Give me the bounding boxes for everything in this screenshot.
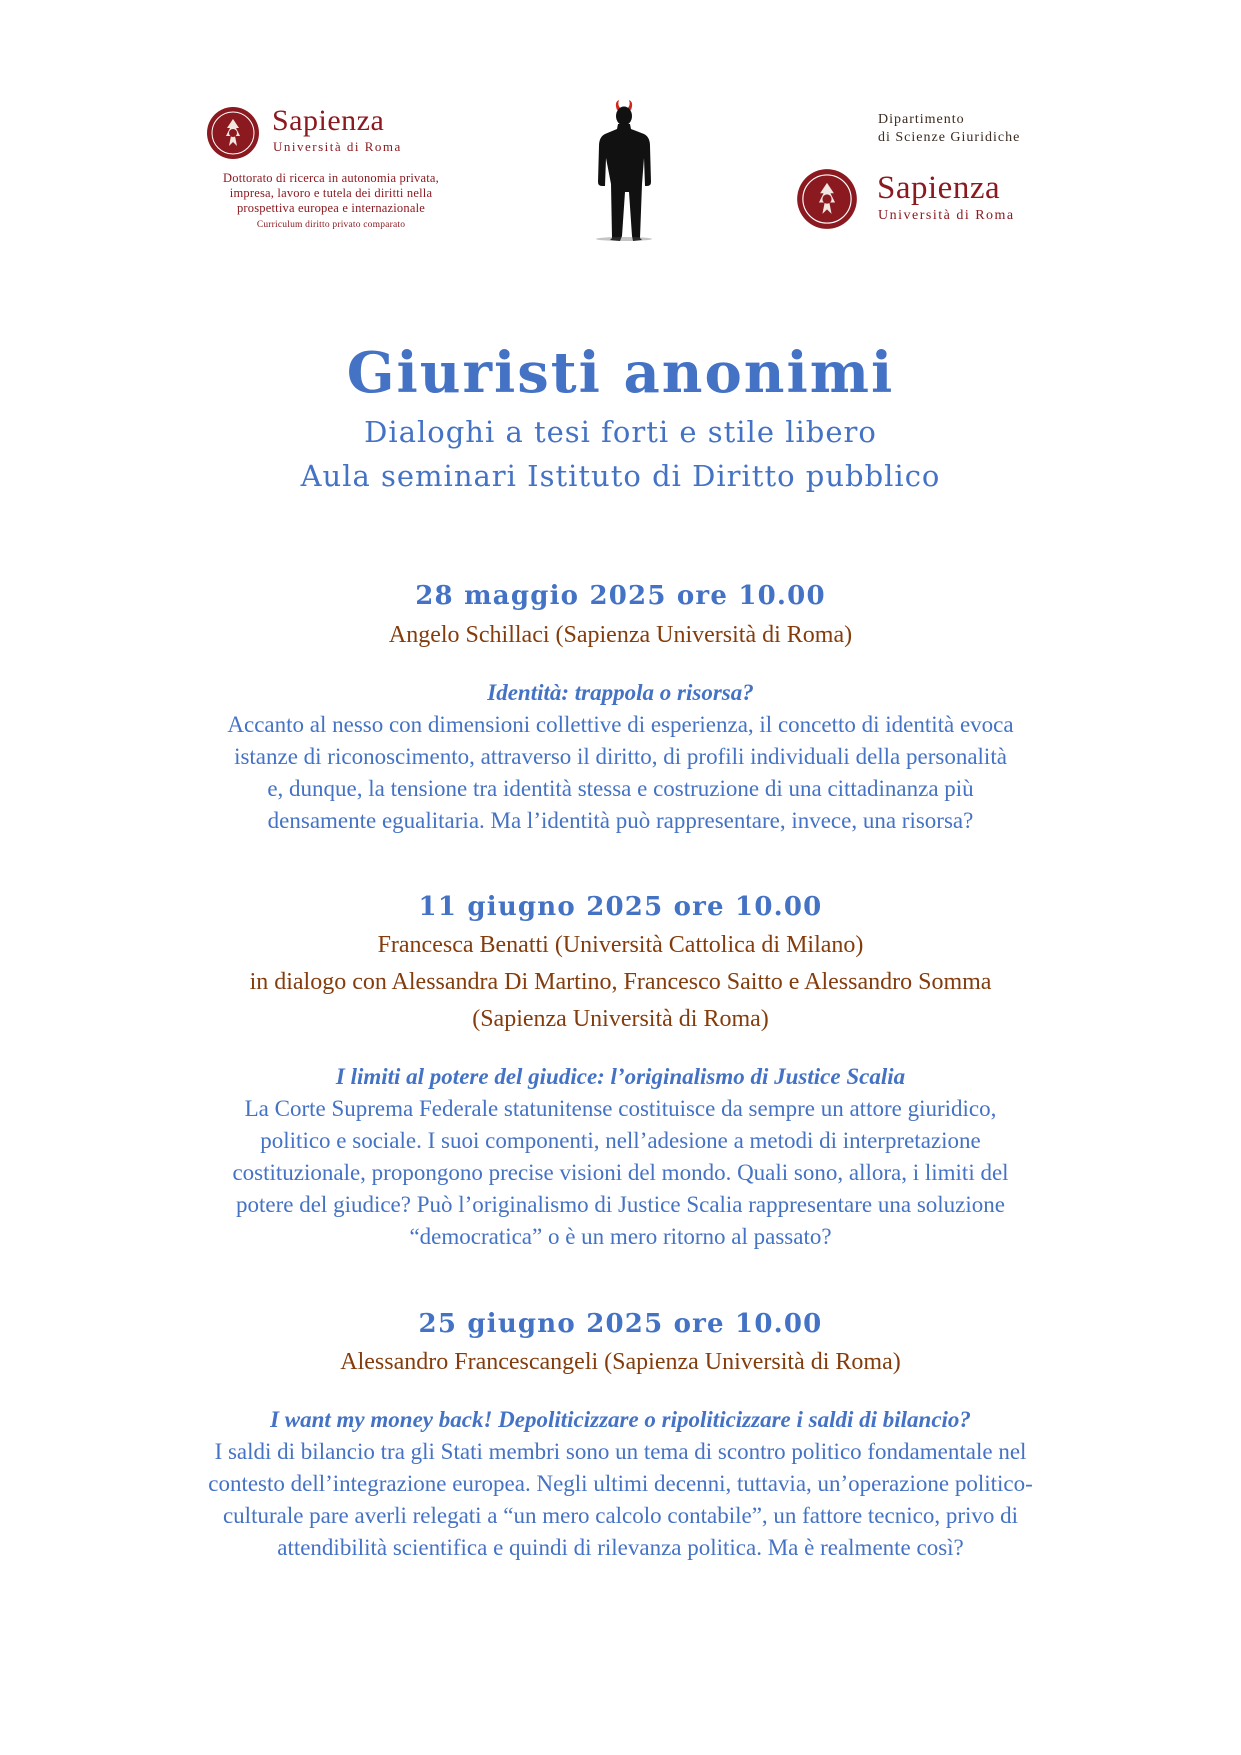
page-title: Giuristi anonimi	[346, 340, 895, 406]
doctorate-line-1: Dottorato di ricerca in autonomia privata,	[223, 171, 439, 185]
abstract-line: I saldi di bilancio tra gli Stati membri sono un tema di scontro politico fondamentale nel	[214, 1439, 1027, 1464]
sapienza-seal-icon	[206, 106, 260, 160]
event-speaker: Francesca Benatti (Università Cattolica di Milano)	[377, 932, 864, 958]
sapienza-wordmark: Sapienza	[877, 170, 1001, 206]
abstract-line: e, dunque, la tensione tra identità stessa e costruzione di una cittadinanza più	[267, 776, 974, 801]
event-date: 28 maggio 2025 ore 10.00	[415, 581, 826, 611]
horned-silhouette-icon	[584, 100, 664, 242]
abstract-line: politico e sociale. I suoi componenti, nell’adesione a metodi di interpretazione	[260, 1128, 981, 1153]
event-date: 11 giugno 2025 ore 10.00	[418, 892, 823, 922]
universita-di-roma-label: Università di Roma	[273, 139, 402, 154]
sapienza-wordmark: Sapienza	[272, 104, 385, 137]
dipartimento-logo	[790, 110, 1060, 240]
subtitle-line-2: Aula seminari Istituto di Diritto pubblico	[300, 459, 941, 493]
abstract-line: costituzionale, propongono precise visioni del mondo. Quali sono, allora, i limiti del	[232, 1160, 1009, 1185]
abstract-line: densamente egualitaria. Ma l’identità può rappresentare, invece, una risorsa?	[267, 808, 974, 833]
event-topic: I limiti al potere del giudice: l’originalismo di Justice Scalia	[335, 1064, 906, 1089]
event-speaker: Angelo Schillaci (Sapienza Università di Roma)	[388, 622, 853, 648]
dept-line-1: Dipartimento	[878, 112, 965, 127]
abstract-line: “democratica” o è un mero ritorno al passato?	[409, 1224, 832, 1249]
event-topic: Identità: trappola o risorsa?	[487, 680, 754, 705]
doctorate-line-3: prospettiva europea e internazionale	[236, 201, 426, 215]
abstract-line: potere del giudice? Può l’originalismo di Justice Scalia rappresentare una soluzione	[236, 1192, 1005, 1217]
doctorate-curriculum: Curriculum diritto privato comparato	[256, 220, 406, 230]
universita-di-roma-label: Università di Roma	[878, 208, 1015, 223]
event-topic: I want my money back! Depoliticizzare o ripoliticizzare i saldi di bilancio?	[270, 1407, 971, 1432]
subtitle-line-1: Dialoghi a tesi forti e stile libero	[364, 415, 877, 449]
abstract-line: istanze di riconoscimento, attraverso il diritto, di profili individuali della personalità	[234, 744, 1007, 769]
event-date: 25 giugno 2025 ore 10.00	[418, 1309, 823, 1339]
event-speaker: Alessandro Francescangeli (Sapienza Università di Roma)	[340, 1349, 901, 1375]
doctorate-line-2: impresa, lavoro e tutela dei diritti nella	[229, 186, 433, 200]
abstract-line: contesto dell’integrazione europea. Negli ultimi decenni, tuttavia, un’operazione politico-	[208, 1471, 1033, 1496]
abstract-line: La Corte Suprema Federale statunitense costituisce da sempre un attore giuridico,	[244, 1096, 997, 1121]
event-speaker: in dialogo con Alessandra Di Martino, Francesco Saitto e Alessandro Somma	[249, 969, 992, 995]
abstract-line: Accanto al nesso con dimensioni collettive di esperienza, il concetto di identità evoca	[227, 712, 1014, 737]
abstract-line: attendibilità scientifica e quindi di rilevanza politica. Ma è realmente così?	[277, 1535, 964, 1560]
sapienza-seal-icon	[796, 168, 858, 230]
abstract-line: culturale pare averli relegati a “un mero calcolo contabile”, un fattore tecnico, privo di	[222, 1503, 1019, 1528]
dept-line-2: di Scienze Giuridiche	[878, 130, 1021, 145]
event-speaker: (Sapienza Università di Roma)	[472, 1006, 769, 1032]
